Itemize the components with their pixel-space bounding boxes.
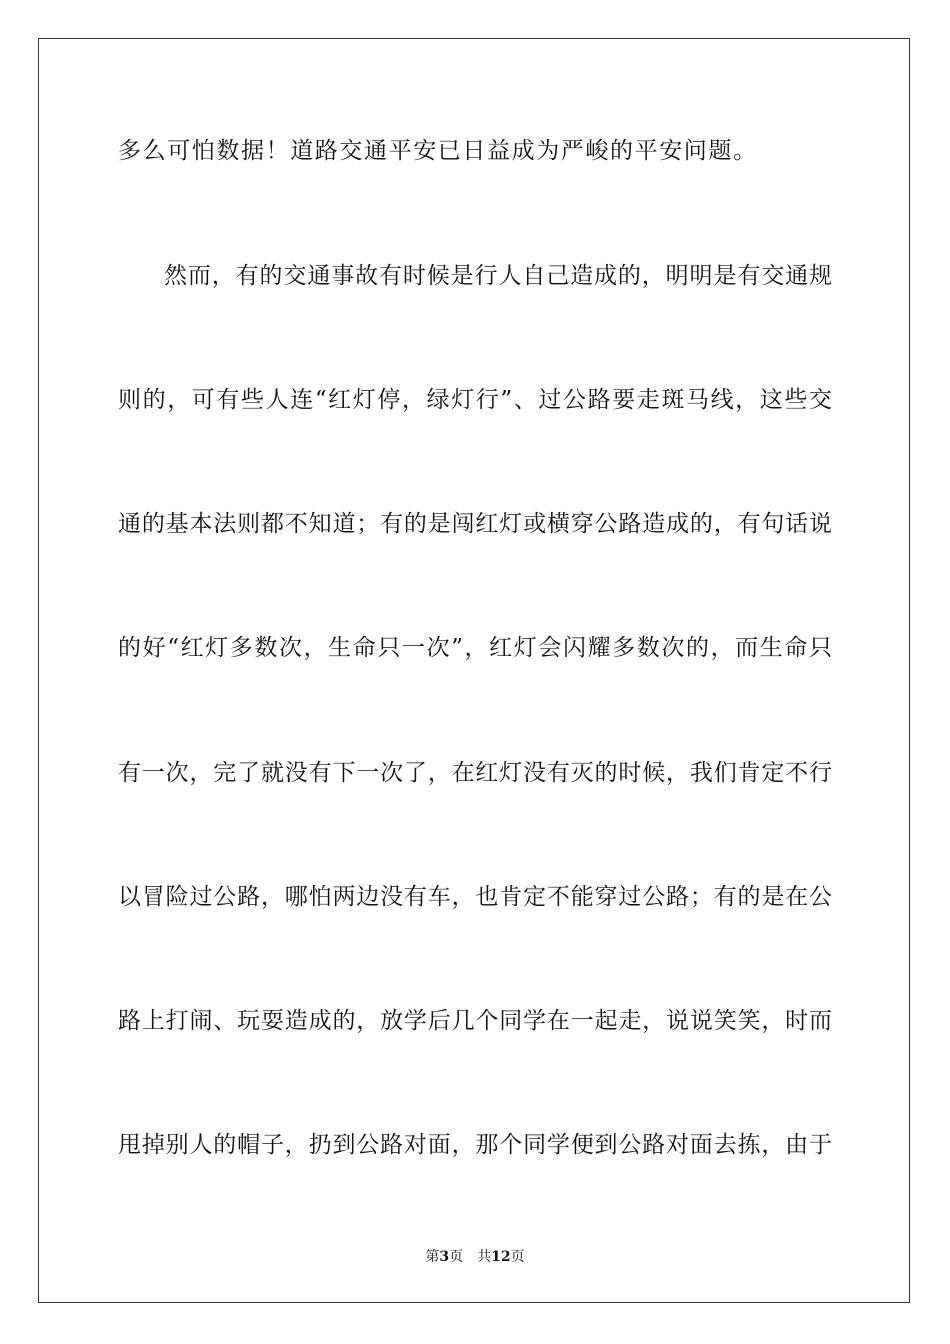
text-line-1: 多么可怕数据！道路交通平安已日益成为严峻的平安问题。 — [118, 138, 758, 164]
page-border — [38, 38, 910, 1303]
total-pages-number: 12 — [491, 1249, 511, 1265]
text-line-5: 的好“红灯多数次，生命只一次”，红灯会闪耀多数次的，而生命只 — [118, 635, 832, 661]
page-number-suffix: 页 — [449, 1249, 464, 1265]
text-line-7: 以冒险过公路，哪怕两边没有车，也肯定不能穿过公路；有的是在公 — [118, 884, 832, 910]
text-line-6: 有一次，完了就没有下一次了，在红灯没有灭的时候，我们肯定不行 — [118, 760, 832, 786]
current-page-number: 3 — [439, 1249, 450, 1265]
page-number-prefix: 第 — [425, 1249, 440, 1265]
text-line-4: 通的基本法则都不知道；有的是闯红灯或横穿公路造成的，有句话说 — [118, 511, 832, 537]
text-line-3: 则的，可有些人连“红灯停，绿灯行”、过公路要走斑马线，这些交 — [118, 387, 832, 413]
total-pages-prefix: 共 — [477, 1249, 492, 1265]
text-line-9: 甩掉别人的帽子，扔到公路对面，那个同学便到公路对面去拣，由于 — [118, 1132, 832, 1158]
paragraph-start-line: 然而，有的交通事故有时候是行人自己造成的，明明是有交通规 — [164, 263, 832, 289]
text-line-8: 路上打闹、玩耍造成的，放学后几个同学在一起走，说说笑笑，时而 — [118, 1008, 832, 1034]
page-footer — [0, 1248, 950, 1266]
total-pages-suffix: 页 — [510, 1249, 525, 1265]
